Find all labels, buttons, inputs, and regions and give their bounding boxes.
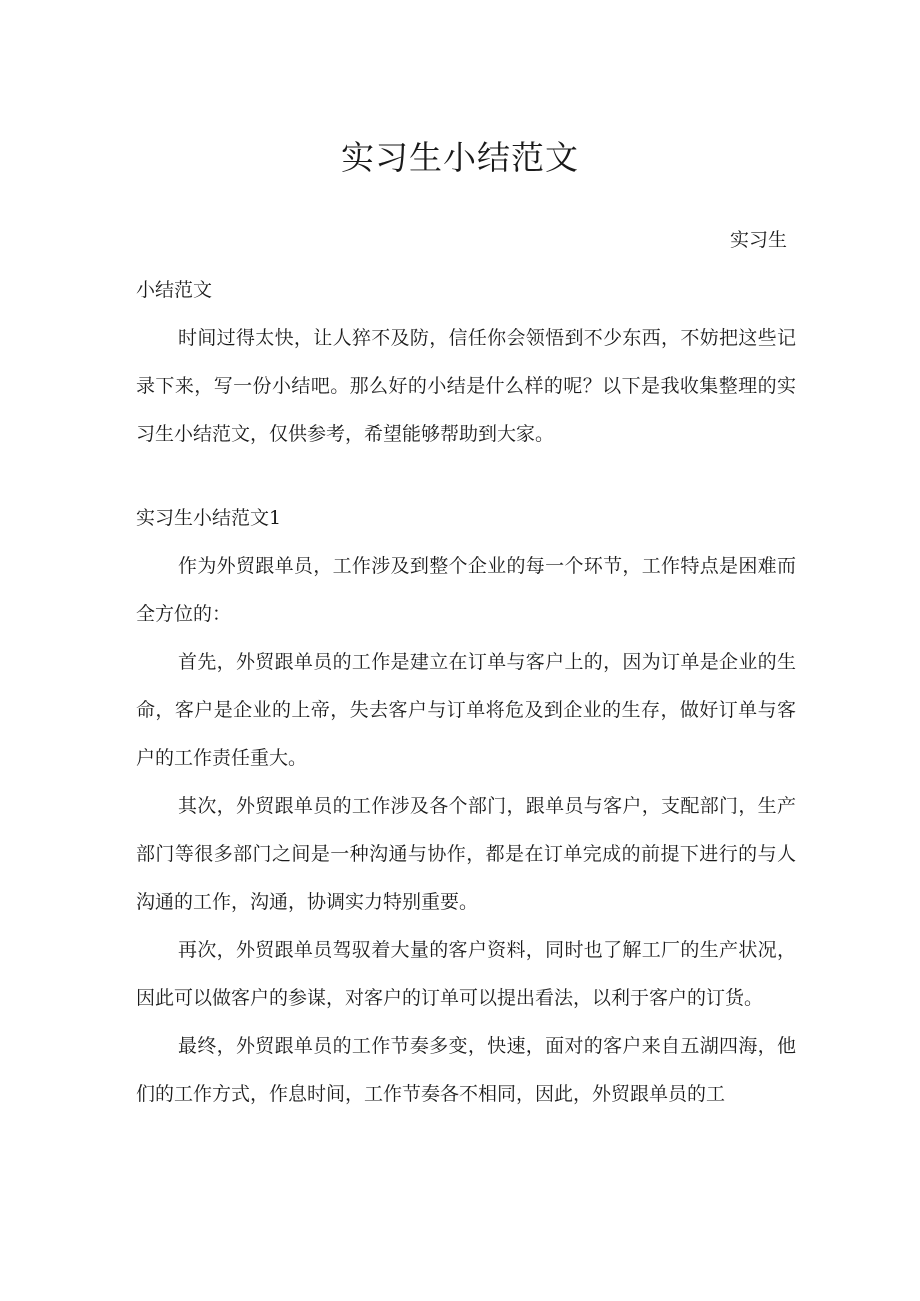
intro-paragraph: 时间过得太快，让人猝不及防，信任你会领悟到不少东西，不妨把这些记录下来，写一份小结吧。那么好的小结是什么样的呢？以下是我收集整理的实习生小结范文，仅供参考，希望能够帮助到大家。 bbox=[136, 327, 796, 445]
intro-label: 小结范文 bbox=[136, 279, 213, 301]
document-body bbox=[136, 266, 796, 1118]
body-paragraph: 再次，外贸跟单员驾驭着大量的客户资料，同时也了解工厂的生产状况，因此可以做客户的参谋，对客户的订单可以提出看法，以利于客户的订货。 bbox=[136, 939, 796, 1009]
document-title: 实习生小结范文 bbox=[341, 138, 579, 177]
body-paragraph: 首先，外贸跟单员的工作是建立在订单与客户上的，因为订单是企业的生命，客户是企业的上帝，失去客户与订单将危及到企业的生存，做好订单与客户的工作责任重大。 bbox=[136, 651, 796, 769]
section-heading: 实习生小结范文1 bbox=[136, 507, 282, 529]
body-paragraph: 最终，外贸跟单员的工作节奏多变，快速，面对的客户来自五湖四海，他们的工作方式，作息时间，工作节奏各不相同，因此，外贸跟单员的工 bbox=[136, 1035, 796, 1105]
body-paragraph: 作为外贸跟单员，工作涉及到整个企业的每一个环节，工作特点是困难而全方位的： bbox=[136, 555, 796, 625]
section-gap bbox=[136, 458, 796, 494]
body-paragraph: 其次，外贸跟单员的工作涉及各个部门，跟单员与客户，支配部门，生产部门等很多部门之间是一种沟通与协作，都是在订单完成的前提下进行的与人沟通的工作，沟通，协调实力特别重要。 bbox=[136, 795, 796, 913]
document-author: 实习生 bbox=[729, 229, 787, 251]
